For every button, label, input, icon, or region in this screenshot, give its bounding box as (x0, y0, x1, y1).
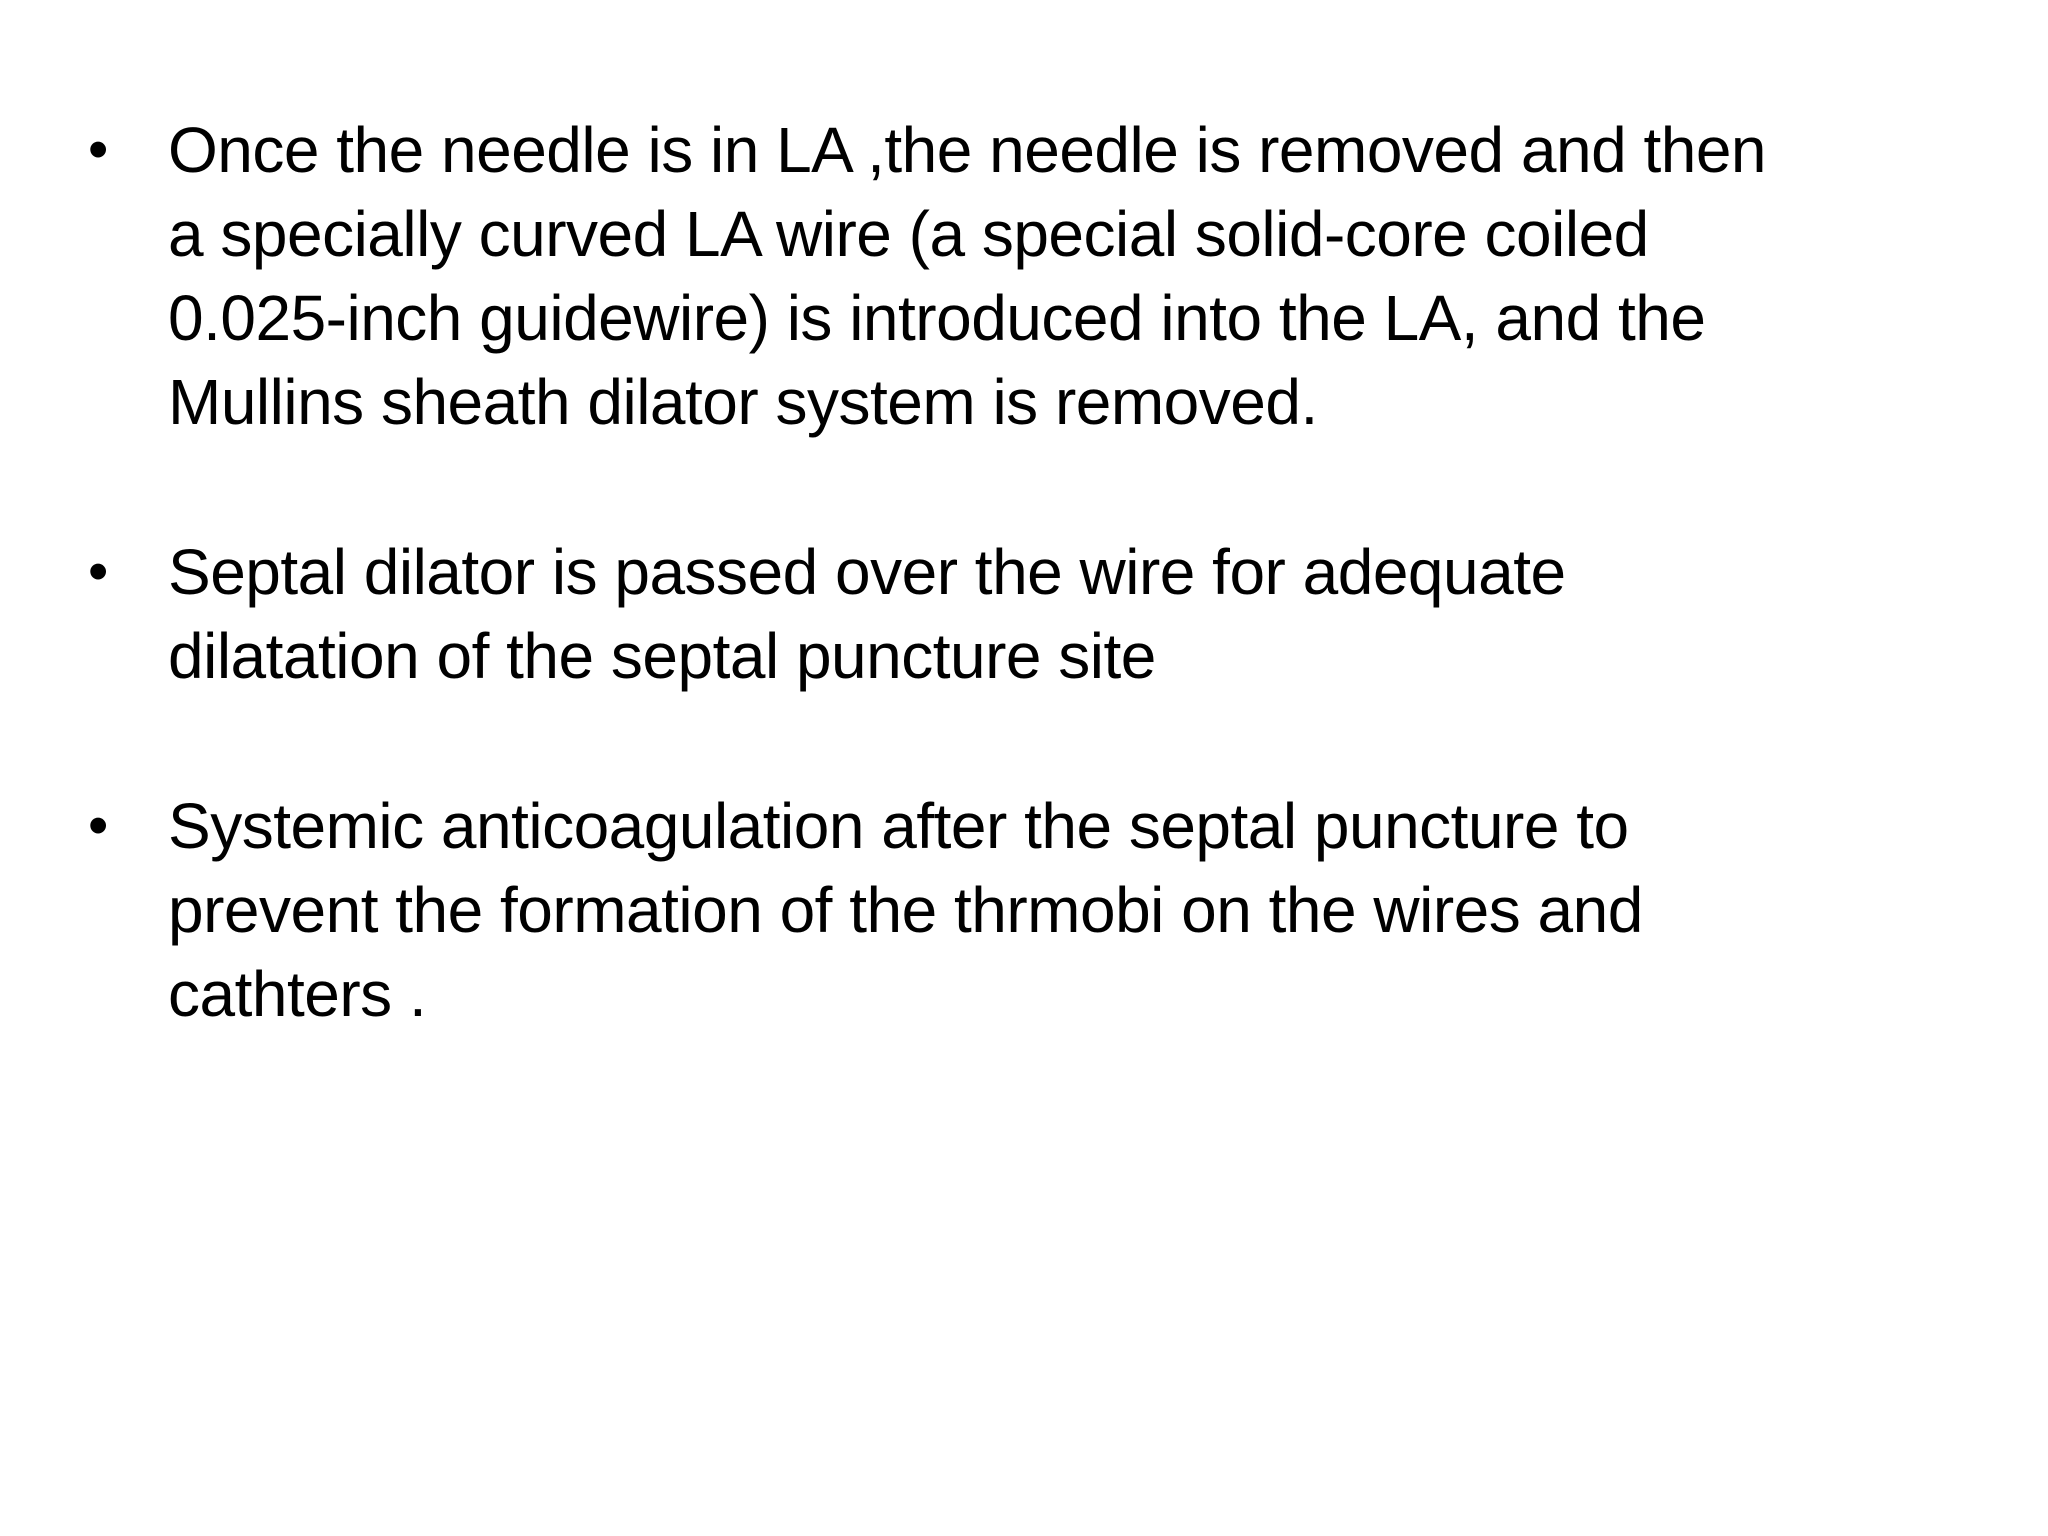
bullet-line: dilatation of the septal puncture site (168, 620, 1156, 692)
bullet-line: Once the needle is in LA ,the needle is removed and then (168, 114, 1766, 186)
bullet-line: a specially curved LA wire (a special solid-core coiled (168, 198, 1649, 270)
bullet-text (168, 108, 2018, 444)
bullet-item-septal-dilator (88, 530, 2018, 698)
bullet-icon: • (88, 539, 108, 604)
bullet-line: 0.025-inch guidewire) is introduced into the LA, and the (168, 282, 1706, 354)
bullet-line: Mullins sheath dilator system is removed. (168, 366, 1318, 438)
bullet-line: Systemic anticoagulation after the septal puncture to (168, 790, 1629, 862)
bullet-line: Septal dilator is passed over the wire for adequate (168, 536, 1566, 608)
bullet-item-anticoagulation (88, 784, 2018, 1036)
bullet-list (88, 108, 2018, 1036)
bullet-line: prevent the formation of the thrmobi on the wires and (168, 874, 1643, 946)
bullet-text (168, 530, 2018, 698)
bullet-icon: • (88, 117, 108, 182)
bullet-icon: • (88, 793, 108, 858)
bullet-item-needle-removal (88, 108, 2018, 444)
bullet-text (168, 784, 2018, 1036)
bullet-line: cathters . (168, 958, 427, 1030)
